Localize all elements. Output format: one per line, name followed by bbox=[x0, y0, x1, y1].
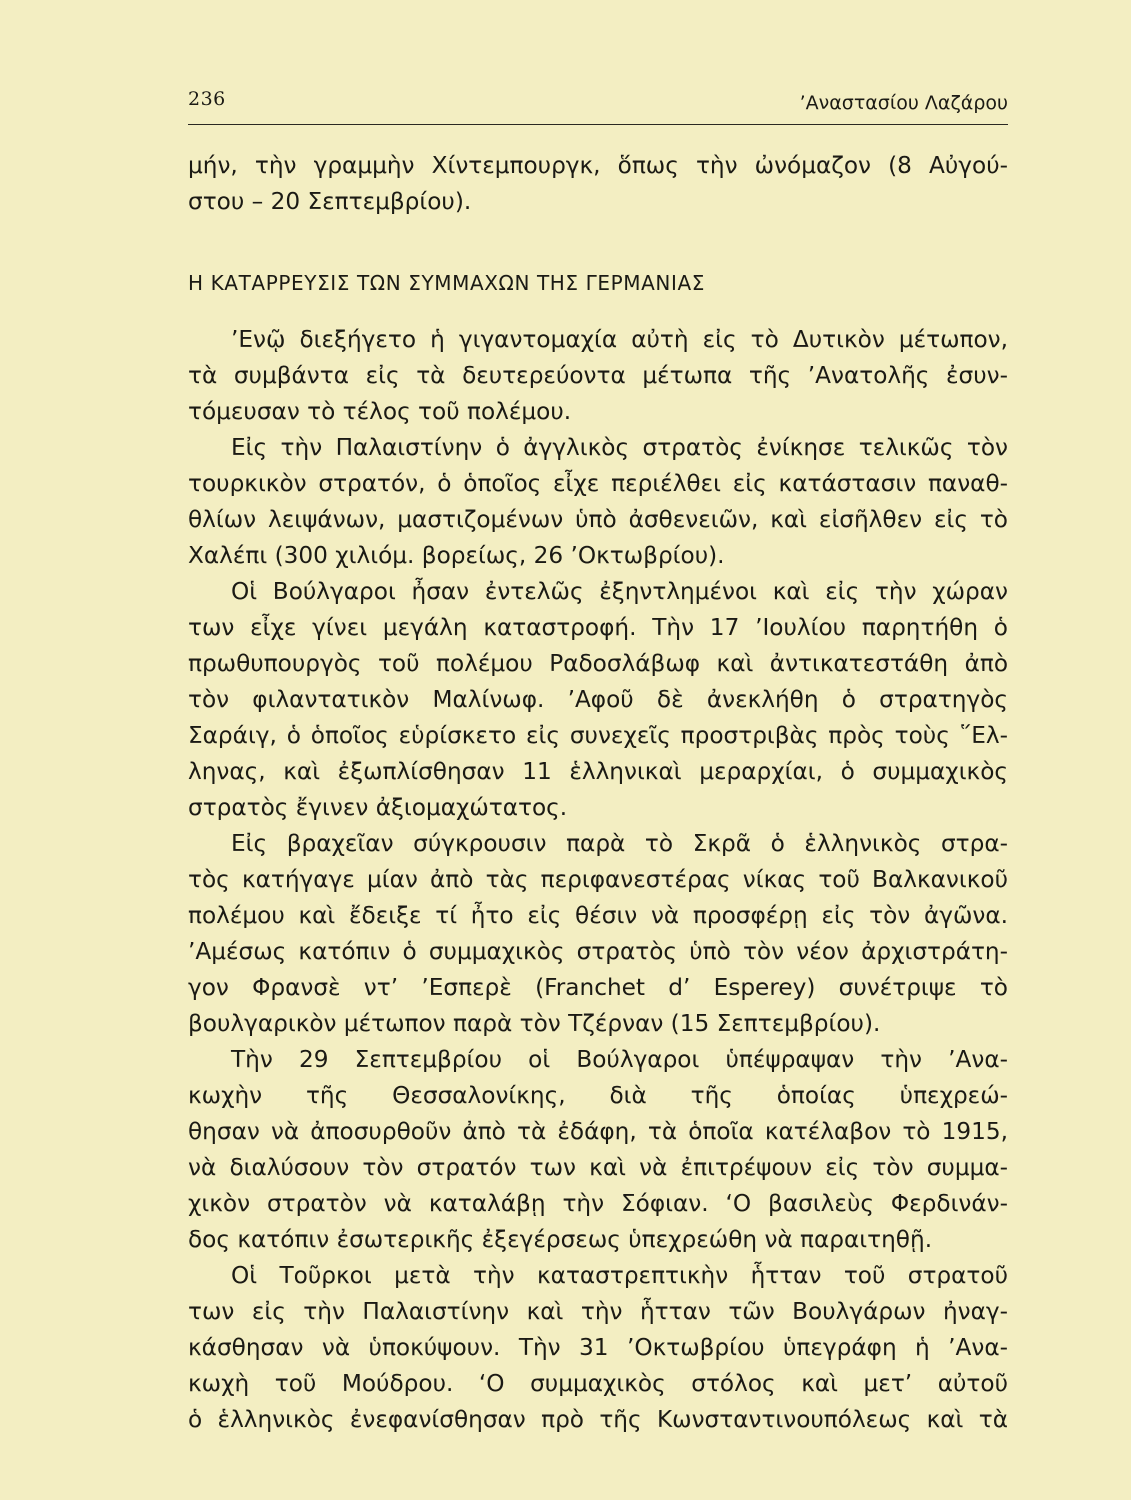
text-line: Οἱ Βούλγαροι ἦσαν ἐντελῶς ἐξηντλημένοι καὶ εἰς τὴν χώραν bbox=[231, 578, 1008, 605]
text-line: Χαλέπι (300 χιλιόμ. βορείως, 26 ’Οκτωβρίου). bbox=[188, 542, 725, 569]
text-line: τουρκικὸν στρατόν, ὁ ὁποῖος εἶχε περιέλθει εἰς κατάστασιν παναθ- bbox=[188, 470, 1008, 497]
text-line: κωχὴ τοῦ Μούδρου. ‘Ο συμμαχικὸς στόλος καὶ μετ’ αὐτοῦ bbox=[188, 1370, 1008, 1397]
text-line: πολέμου καὶ ἔδειξε τί ἦτο εἰς θέσιν νὰ προσφέρῃ εἰς τὸν ἀγῶνα. bbox=[188, 902, 1008, 929]
text-line: τὸν φιλαντατικὸν Μαλίνωφ. ’Αφοῦ δὲ ἀνεκλήθη ὁ στρατηγὸς bbox=[188, 686, 1008, 713]
paragraph bbox=[188, 1258, 1008, 1438]
text-line: στρατὸς ἔγινεν ἀξιομαχώτατος. bbox=[188, 794, 568, 821]
text-line: των εἶχε γίνει μεγάλη καταστροφή. Τὴν 17 ’Ιουλίου παρητήθη ὁ bbox=[188, 614, 1008, 641]
text-line: βουλγαρικὸν μέτωπον παρὰ τὸν Τζέρναν (15 Σεπτεμβρίου). bbox=[188, 1010, 881, 1037]
text-line: κωχὴν τῆς Θεσσαλονίκης, διὰ τῆς ὁποίας ὑπεχρεώ- bbox=[188, 1082, 1008, 1109]
text-line: θλίων λειψάνων, μαστιζομένων ὑπὸ ἀσθενειῶν, καὶ εἰσῆλθεν εἰς τὸ bbox=[188, 506, 1008, 533]
text-line: Σαράιγ, ὁ ὁποῖος εὑρίσκετο εἰς συνεχεῖς προστριβὰς πρὸς τοὺς ῞Ελ- bbox=[188, 722, 1008, 749]
text-line: τόμευσαν τὸ τέλος τοῦ πολέμου. bbox=[188, 398, 572, 425]
text-line: Τὴν 29 Σεπτεμβρίου οἱ Βούλγαροι ὑπέψραψαν τὴν ’Ανα- bbox=[231, 1046, 1008, 1073]
paragraph bbox=[188, 574, 1008, 826]
text-line: των εἰς τὴν Παλαιστίνην καὶ τὴν ἧτταν τῶν Βουλγάρων ἠναγ- bbox=[188, 1298, 1008, 1325]
text-line: ’Αμέσως κατόπιν ὁ συμμαχικὸς στρατὸς ὑπὸ τὸν νέον ἀρχιστράτη- bbox=[188, 938, 1008, 965]
text-line: ληνας, καὶ ἐξωπλίσθησαν 11 ἑλληνικαὶ μεραρχίαι, ὁ συμμαχικὸς bbox=[188, 758, 1008, 785]
text-line: δος κατόπιν ἐσωτερικῆς ἐξεγέρσεως ὑπεχρεώθη νὰ παραιτηθῇ. bbox=[188, 1226, 933, 1253]
body-text bbox=[188, 148, 1008, 1438]
text-line: χικὸν στρατὸν νὰ καταλάβῃ τὴν Σόφιαν. ‘Ο βασιλεὺς Φερδινάν- bbox=[188, 1190, 1008, 1217]
text-line: γον Φρανσὲ ντ’ ’Εσπερὲ (Franchet d’ Esperey) συνέτριψε τὸ bbox=[188, 974, 1008, 1001]
text-line: τὸς κατήγαγε μίαν ἀπὸ τὰς περιφανεστέρας νίκας τοῦ Βαλκανικοῦ bbox=[188, 866, 1008, 893]
page-header bbox=[188, 88, 1008, 122]
paragraph bbox=[188, 430, 1008, 574]
paragraph bbox=[188, 322, 1008, 430]
text-line: ’Ενῷ διεξήγετο ἡ γιγαντομαχία αὐτὴ εἰς τὸ Δυτικὸν μέτωπον, bbox=[231, 326, 1008, 353]
text-line: Εἰς τὴν Παλαιστίνην ὁ ἀγγλικὸς στρατὸς ἐνίκησε τελικῶς τὸν bbox=[231, 434, 1008, 461]
running-head: ’Αναστασίου Λαζάρου bbox=[799, 92, 1008, 114]
text-line: πρωθυπουργὸς τοῦ πολέμου Ραδοσλάβωφ καὶ ἀντικατεστάθη ἀπὸ bbox=[188, 650, 1008, 677]
header-rule bbox=[188, 124, 1008, 125]
text-line: μήν, τὴν γραμμὴν Χίντεμπουργκ, ὅπως τὴν ὠνόμαζον (8 Αὐγού- bbox=[188, 152, 1008, 179]
text-line: Εἰς βραχεῖαν σύγκρουσιν παρὰ τὸ Σκρᾶ ὁ ἑλληνικὸς στρα- bbox=[231, 830, 1008, 857]
text-line: θησαν νὰ ἀποσυρθοῦν ἀπὸ τὰ ἐδάφη, τὰ ὁποῖα κατέλαβον τὸ 1915, bbox=[188, 1118, 1008, 1145]
text-line: κάσθησαν νὰ ὑποκύψουν. Τὴν 31 ’Οκτωβρίου ὑπεγράφη ἡ ’Ανα- bbox=[188, 1334, 1008, 1361]
paragraph bbox=[188, 1042, 1008, 1258]
text-line: τὰ συμβάντα εἰς τὰ δευτερεύοντα μέτωπα τῆς ’Ανατολῆς ἐσυν- bbox=[188, 362, 1008, 389]
paragraph bbox=[188, 826, 1008, 1042]
page-number: 236 bbox=[188, 88, 226, 110]
text-line: ὁ ἑλληνικὸς ἐνεφανίσθησαν πρὸ τῆς Κωνσταντινουπόλεως καὶ τὰ bbox=[188, 1406, 1008, 1433]
text-line: στου – 20 Σεπτεμβρίου). bbox=[188, 188, 472, 215]
text-line: Οἱ Τοῦρκοι μετὰ τὴν καταστρεπτικὴν ἧτταν τοῦ στρατοῦ bbox=[231, 1262, 1008, 1289]
text-line: νὰ διαλύσουν τὸν στρατόν των καὶ νὰ ἐπιτρέψουν εἰς τὸν συμμα- bbox=[188, 1154, 1008, 1181]
section-heading: Η ΚΑΤΑΡΡΕΥΣΙΣ ΤΩΝ ΣΥΜΜΑΧΩΝ ΤΗΣ ΓΕΡΜΑΝΙΑΣ bbox=[188, 271, 705, 295]
